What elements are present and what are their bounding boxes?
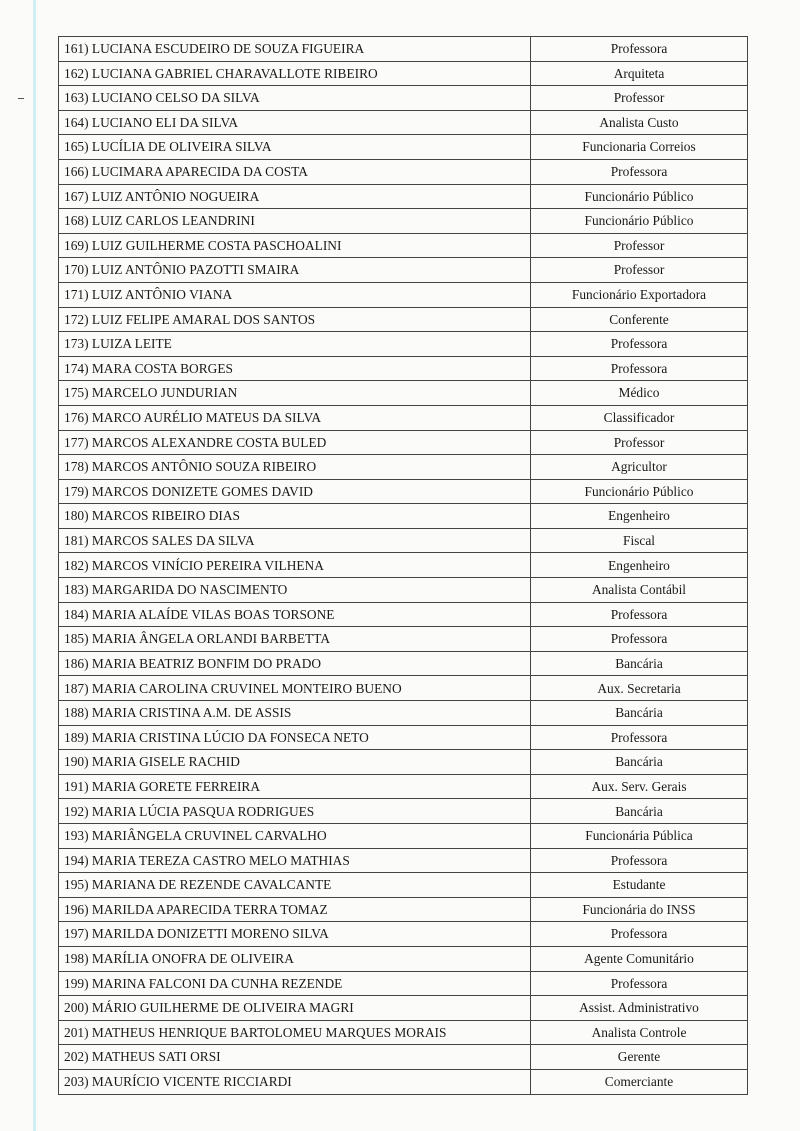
person-name-cell: 193) MARIÂNGELA CRUVINEL CARVALHO bbox=[59, 824, 531, 849]
table-row bbox=[59, 233, 748, 258]
occupation-cell: Funcionária do INSS bbox=[531, 897, 748, 922]
table-row bbox=[59, 258, 748, 283]
person-name-cell: 199) MARINA FALCONI DA CUNHA REZENDE bbox=[59, 971, 531, 996]
table-row bbox=[59, 824, 748, 849]
table-row bbox=[59, 159, 748, 184]
person-name-cell: 200) MÁRIO GUILHERME DE OLIVEIRA MAGRI bbox=[59, 996, 531, 1021]
table-row bbox=[59, 504, 748, 529]
occupation-cell: Assist. Administrativo bbox=[531, 996, 748, 1021]
person-name-cell: 194) MARIA TEREZA CASTRO MELO MATHIAS bbox=[59, 848, 531, 873]
person-name-cell: 195) MARIANA DE REZENDE CAVALCANTE bbox=[59, 873, 531, 898]
table-row bbox=[59, 774, 748, 799]
person-name-cell: 179) MARCOS DONIZETE GOMES DAVID bbox=[59, 479, 531, 504]
table-row bbox=[59, 922, 748, 947]
table-row bbox=[59, 86, 748, 111]
table-row bbox=[59, 627, 748, 652]
table-row bbox=[59, 184, 748, 209]
table-row bbox=[59, 282, 748, 307]
person-name-cell: 202) MATHEUS SATI ORSI bbox=[59, 1045, 531, 1070]
occupation-cell: Professora bbox=[531, 602, 748, 627]
page-binding-edge bbox=[33, 0, 36, 1131]
person-name-cell: 170) LUIZ ANTÔNIO PAZOTTI SMAIRA bbox=[59, 258, 531, 283]
person-name-cell: 181) MARCOS SALES DA SILVA bbox=[59, 528, 531, 553]
person-name-cell: 176) MARCO AURÉLIO MATEUS DA SILVA bbox=[59, 405, 531, 430]
occupation-cell: Professora bbox=[531, 332, 748, 357]
person-name-cell: 188) MARIA CRISTINA A.M. DE ASSIS bbox=[59, 701, 531, 726]
person-name-cell: 178) MARCOS ANTÔNIO SOUZA RIBEIRO bbox=[59, 455, 531, 480]
person-name-cell: 173) LUIZA LEITE bbox=[59, 332, 531, 357]
table-row bbox=[59, 750, 748, 775]
table-row bbox=[59, 971, 748, 996]
person-name-cell: 168) LUIZ CARLOS LEANDRINI bbox=[59, 209, 531, 234]
table-row bbox=[59, 405, 748, 430]
person-name-cell: 163) LUCIANO CELSO DA SILVA bbox=[59, 86, 531, 111]
occupation-cell: Professora bbox=[531, 922, 748, 947]
person-name-cell: 171) LUIZ ANTÔNIO VIANA bbox=[59, 282, 531, 307]
roster-body bbox=[59, 37, 748, 1095]
table-row bbox=[59, 381, 748, 406]
table-row bbox=[59, 307, 748, 332]
person-name-cell: 198) MARÍLIA ONOFRA DE OLIVEIRA bbox=[59, 946, 531, 971]
person-name-cell: 175) MARCELO JUNDURIAN bbox=[59, 381, 531, 406]
occupation-cell: Funcionário Público bbox=[531, 479, 748, 504]
occupation-cell: Professor bbox=[531, 233, 748, 258]
occupation-cell: Engenheiro bbox=[531, 504, 748, 529]
table-row bbox=[59, 676, 748, 701]
person-name-cell: 180) MARCOS RIBEIRO DIAS bbox=[59, 504, 531, 529]
table-row bbox=[59, 61, 748, 86]
person-name-cell: 162) LUCIANA GABRIEL CHARAVALLOTE RIBEIRO bbox=[59, 61, 531, 86]
table-row bbox=[59, 897, 748, 922]
occupation-cell: Arquiteta bbox=[531, 61, 748, 86]
occupation-cell: Funcionário Público bbox=[531, 209, 748, 234]
occupation-cell: Aux. Secretaria bbox=[531, 676, 748, 701]
table-row bbox=[59, 553, 748, 578]
occupation-cell: Professor bbox=[531, 86, 748, 111]
occupation-cell: Agente Comunitário bbox=[531, 946, 748, 971]
occupation-cell: Aux. Serv. Gerais bbox=[531, 774, 748, 799]
occupation-cell: Agricultor bbox=[531, 455, 748, 480]
person-name-cell: 174) MARA COSTA BORGES bbox=[59, 356, 531, 381]
occupation-cell: Professora bbox=[531, 356, 748, 381]
occupation-cell: Funcionaria Correios bbox=[531, 135, 748, 160]
roster-table bbox=[58, 36, 748, 1095]
occupation-cell: Professora bbox=[531, 159, 748, 184]
table-row bbox=[59, 701, 748, 726]
person-name-cell: 172) LUIZ FELIPE AMARAL DOS SANTOS bbox=[59, 307, 531, 332]
occupation-cell: Funcionária Pública bbox=[531, 824, 748, 849]
table-row bbox=[59, 332, 748, 357]
table-row bbox=[59, 135, 748, 160]
person-name-cell: 182) MARCOS VINÍCIO PEREIRA VILHENA bbox=[59, 553, 531, 578]
person-name-cell: 196) MARILDA APARECIDA TERRA TOMAZ bbox=[59, 897, 531, 922]
occupation-cell: Bancária bbox=[531, 799, 748, 824]
occupation-cell: Conferente bbox=[531, 307, 748, 332]
occupation-cell: Funcionário Público bbox=[531, 184, 748, 209]
table-row bbox=[59, 651, 748, 676]
occupation-cell: Professora bbox=[531, 627, 748, 652]
person-name-cell: 183) MARGARIDA DO NASCIMENTO bbox=[59, 578, 531, 603]
table-row bbox=[59, 37, 748, 62]
person-name-cell: 169) LUIZ GUILHERME COSTA PASCHOALINI bbox=[59, 233, 531, 258]
table-row bbox=[59, 430, 748, 455]
table-row bbox=[59, 528, 748, 553]
table-row bbox=[59, 110, 748, 135]
table-row bbox=[59, 946, 748, 971]
occupation-cell: Fiscal bbox=[531, 528, 748, 553]
occupation-cell: Professora bbox=[531, 848, 748, 873]
person-name-cell: 191) MARIA GORETE FERREIRA bbox=[59, 774, 531, 799]
table-row bbox=[59, 1069, 748, 1094]
occupation-cell: Bancária bbox=[531, 750, 748, 775]
table-row bbox=[59, 1020, 748, 1045]
person-name-cell: 186) MARIA BEATRIZ BONFIM DO PRADO bbox=[59, 651, 531, 676]
occupation-cell: Professora bbox=[531, 725, 748, 750]
occupation-cell: Bancária bbox=[531, 651, 748, 676]
occupation-cell: Analista Contábil bbox=[531, 578, 748, 603]
table-row bbox=[59, 1045, 748, 1070]
person-name-cell: 197) MARILDA DONIZETTI MORENO SILVA bbox=[59, 922, 531, 947]
person-name-cell: 192) MARIA LÚCIA PASQUA RODRIGUES bbox=[59, 799, 531, 824]
table-row bbox=[59, 479, 748, 504]
occupation-cell: Engenheiro bbox=[531, 553, 748, 578]
margin-mark bbox=[18, 98, 24, 99]
table-row bbox=[59, 873, 748, 898]
table-row bbox=[59, 725, 748, 750]
person-name-cell: 164) LUCIANO ELI DA SILVA bbox=[59, 110, 531, 135]
person-name-cell: 189) MARIA CRISTINA LÚCIO DA FONSECA NETO bbox=[59, 725, 531, 750]
person-name-cell: 201) MATHEUS HENRIQUE BARTOLOMEU MARQUES MORAIS bbox=[59, 1020, 531, 1045]
person-name-cell: 187) MARIA CAROLINA CRUVINEL MONTEIRO BUENO bbox=[59, 676, 531, 701]
table-row bbox=[59, 578, 748, 603]
occupation-cell: Gerente bbox=[531, 1045, 748, 1070]
person-name-cell: 167) LUIZ ANTÔNIO NOGUEIRA bbox=[59, 184, 531, 209]
table-row bbox=[59, 455, 748, 480]
occupation-cell: Analista Controle bbox=[531, 1020, 748, 1045]
occupation-cell: Estudante bbox=[531, 873, 748, 898]
person-name-cell: 161) LUCIANA ESCUDEIRO DE SOUZA FIGUEIRA bbox=[59, 37, 531, 62]
person-name-cell: 185) MARIA ÂNGELA ORLANDI BARBETTA bbox=[59, 627, 531, 652]
occupation-cell: Funcionário Exportadora bbox=[531, 282, 748, 307]
table-row bbox=[59, 996, 748, 1021]
occupation-cell: Professora bbox=[531, 971, 748, 996]
table-row bbox=[59, 848, 748, 873]
table-row bbox=[59, 209, 748, 234]
table-row bbox=[59, 356, 748, 381]
occupation-cell: Professora bbox=[531, 37, 748, 62]
person-name-cell: 177) MARCOS ALEXANDRE COSTA BULED bbox=[59, 430, 531, 455]
table-row bbox=[59, 602, 748, 627]
occupation-cell: Professor bbox=[531, 430, 748, 455]
person-name-cell: 165) LUCÍLIA DE OLIVEIRA SILVA bbox=[59, 135, 531, 160]
occupation-cell: Comerciante bbox=[531, 1069, 748, 1094]
person-name-cell: 203) MAURÍCIO VICENTE RICCIARDI bbox=[59, 1069, 531, 1094]
occupation-cell: Analista Custo bbox=[531, 110, 748, 135]
occupation-cell: Classificador bbox=[531, 405, 748, 430]
occupation-cell: Professor bbox=[531, 258, 748, 283]
occupation-cell: Médico bbox=[531, 381, 748, 406]
person-name-cell: 166) LUCIMARA APARECIDA DA COSTA bbox=[59, 159, 531, 184]
table-row bbox=[59, 799, 748, 824]
person-name-cell: 190) MARIA GISELE RACHID bbox=[59, 750, 531, 775]
person-name-cell: 184) MARIA ALAÍDE VILAS BOAS TORSONE bbox=[59, 602, 531, 627]
occupation-cell: Bancária bbox=[531, 701, 748, 726]
